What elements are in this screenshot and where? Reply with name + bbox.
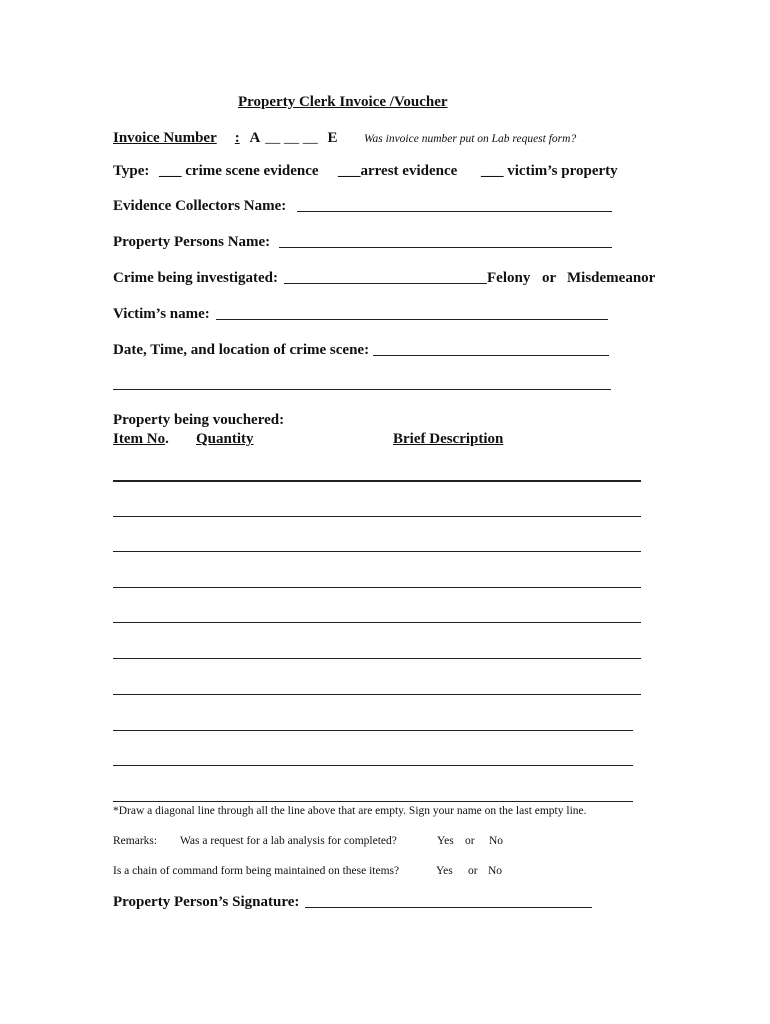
- invoice-number-label: Invoice Number: [113, 130, 217, 146]
- invoice-suffix: E: [327, 130, 338, 146]
- item-no-dot: .: [165, 431, 169, 447]
- datetime-label: Date, Time, and location of crime scene:: [113, 342, 370, 358]
- property-persons-label: Property Persons Name:: [113, 234, 271, 250]
- crime-field[interactable]: [284, 283, 487, 284]
- column-item-no: [113, 431, 169, 448]
- property-line[interactable]: [113, 480, 641, 482]
- property-line[interactable]: [113, 694, 641, 695]
- diagonal-line-instructions: *Draw a diagonal line through all the line above that are empty. Sign your name on the last empty line.: [113, 805, 587, 817]
- felony-or-text: or: [542, 270, 557, 286]
- signature-field[interactable]: [305, 907, 592, 908]
- chain-yes[interactable]: Yes: [436, 865, 453, 877]
- type-option-victim-property[interactable]: [481, 163, 618, 180]
- chain-or: or: [468, 865, 478, 877]
- type-option-label: crime scene evidence: [185, 163, 319, 179]
- type-option-label: victim’s property: [507, 163, 618, 179]
- column-quantity: Quantity: [196, 431, 254, 447]
- property-line[interactable]: [113, 658, 641, 659]
- victim-name-field[interactable]: [216, 319, 608, 320]
- column-brief-description: Brief Description: [393, 431, 504, 447]
- type-option-label: arrest evidence: [360, 163, 458, 179]
- datetime-field-continued[interactable]: [113, 389, 611, 390]
- property-line[interactable]: [113, 551, 641, 552]
- lab-analysis-question: Was a request for a lab analysis for completed?: [180, 835, 397, 847]
- lab-analysis-no[interactable]: No: [489, 835, 504, 847]
- type-option-crime-scene[interactable]: [159, 163, 319, 180]
- datetime-field[interactable]: [373, 355, 609, 356]
- property-line[interactable]: [113, 801, 633, 802]
- felony-option[interactable]: Felony: [487, 270, 531, 286]
- victim-label: Victim’s name:: [113, 306, 210, 322]
- property-line[interactable]: [113, 730, 633, 731]
- invoice-prefix: A: [249, 130, 260, 146]
- chain-no[interactable]: No: [488, 865, 503, 877]
- collectors-name-field[interactable]: [297, 211, 612, 212]
- type-label: Type:: [113, 163, 150, 179]
- crime-label: Crime being investigated:: [113, 270, 278, 286]
- type-option-arrest[interactable]: [338, 163, 457, 180]
- type-blank[interactable]: ___: [481, 163, 504, 179]
- signature-label: Property Person’s Signature:: [113, 894, 300, 910]
- form-title: Property Clerk Invoice /Voucher: [238, 94, 448, 110]
- collectors-label: Evidence Collectors Name:: [113, 198, 287, 214]
- type-blank[interactable]: ___: [159, 163, 182, 179]
- lab-analysis-yes[interactable]: Yes: [437, 835, 454, 847]
- invoice-number-row: [113, 130, 338, 147]
- item-no-label: Item No: [113, 431, 166, 447]
- lab-analysis-or: or: [465, 835, 475, 847]
- property-line[interactable]: [113, 587, 641, 588]
- type-blank[interactable]: ___: [338, 163, 361, 179]
- invoice-colon: :: [234, 130, 240, 146]
- invoice-digit-blanks[interactable]: __ __ __: [265, 130, 318, 146]
- property-line[interactable]: [113, 516, 641, 517]
- property-line[interactable]: [113, 765, 633, 766]
- chain-of-command-question: Is a chain of command form being maintained on these items?: [113, 865, 400, 877]
- property-heading: Property being vouchered:: [113, 412, 285, 428]
- property-line[interactable]: [113, 622, 641, 623]
- misdemeanor-option[interactable]: Misdemeanor: [567, 270, 656, 286]
- remarks-label: Remarks:: [113, 835, 158, 847]
- property-persons-name-field[interactable]: [279, 247, 612, 248]
- invoice-lab-question: Was invoice number put on Lab request form?: [364, 133, 577, 145]
